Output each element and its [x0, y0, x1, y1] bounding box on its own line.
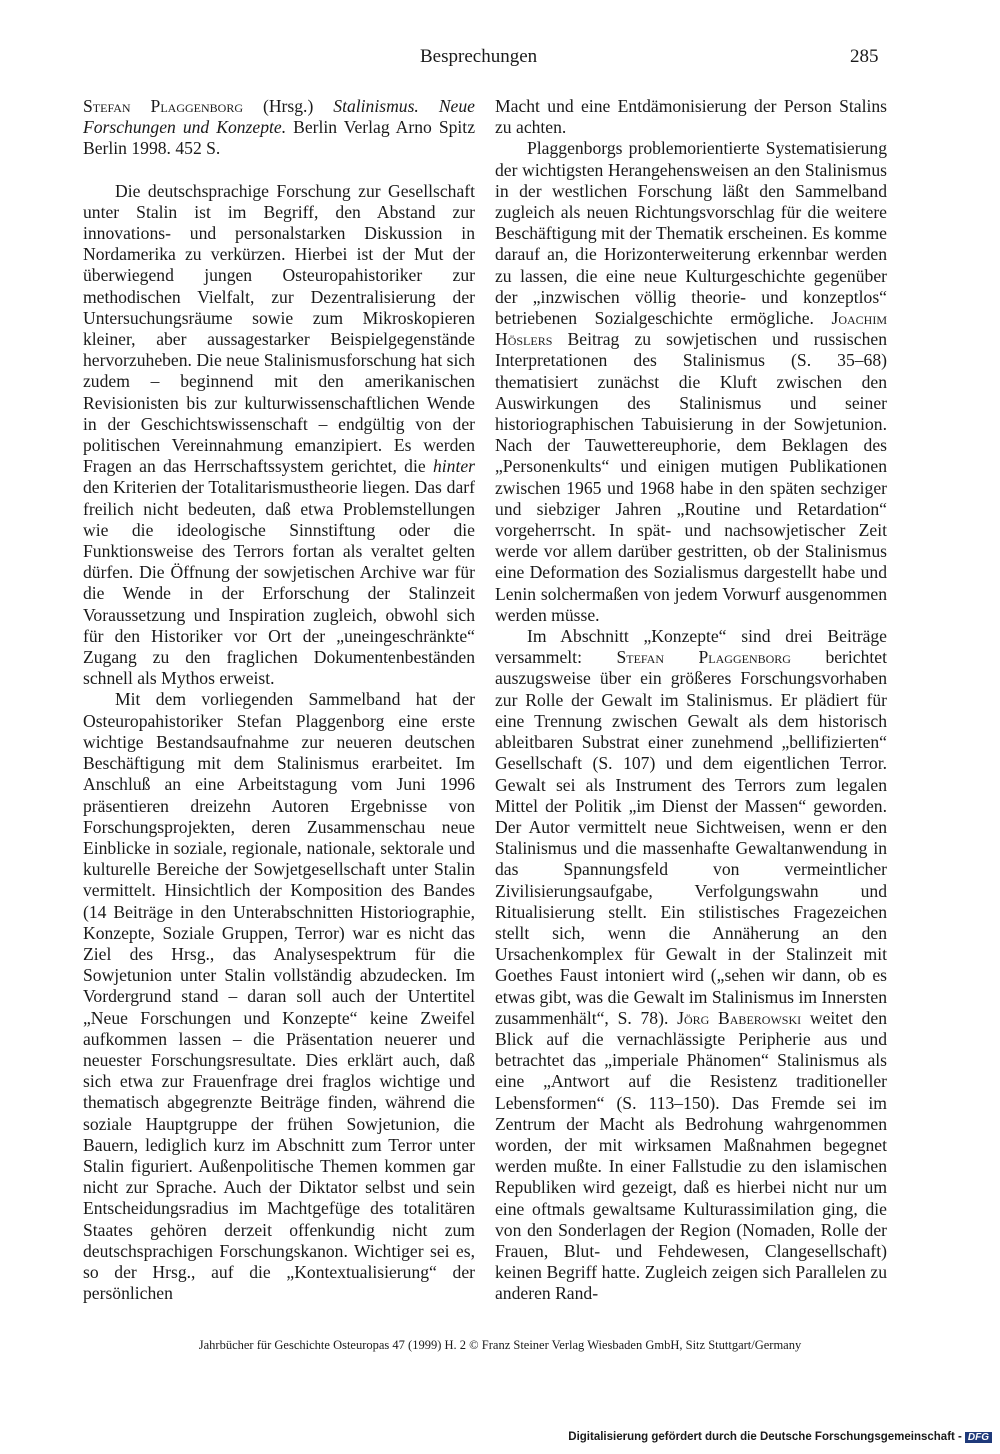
running-header: Besprechungen — [420, 46, 538, 67]
dfg-logo-icon: DFG — [965, 1432, 992, 1443]
paragraph-3: Plaggenborgs problemorientierte Systematisierung der wichtigsten Herangehensweisen an den Stalinismus in der westlichen Forschung läßt den Sammelband zugleich als neuen Richtungsvorschlag für die weitere Beschäftigung mit der Thematik erscheinen. Es komme darauf an, die Horizonterweiterung erkennbar werden zu lassen, die eine neue Kulturgeschichte gegenüber der „inzwischen völlig theorie- und konzeptlos“ betriebenen Sozialgeschichte ermögliche. Joachim Höslers Beitrag zu sowjetischen und russischen Interpretationen des Stalinismus (S. 35–68) thematisiert zunächst die Kluft zwischen den Auswirkungen des Stalinismus und seiner historiographischen Tabuisierung in der Sowjetunion. Nach der Tauwettereuphorie, dem Beklagen des „Personenkults“ und einigen mutigen Publikationen zwischen 1965 und 1968 habe in den späten sechziger und siebziger Jahren „Routine und Retardation“ vorgeherrscht. In spät- und nachsowjetischer Zeit werde vor allem darüber gestritten, ob der Stalinismus eine Deformation des Sozialismus dargestellt habe und Lenin solchermaßen von jedem Vorwurf ausgenommen werden müsse. — [495, 138, 887, 625]
right-column — [495, 96, 887, 1305]
paragraph-2: Mit dem vorliegenden Sammelband hat der Osteuropahistoriker Stefan Plaggenborg eine erste wichtige Bestandsaufnahme zur neueren deutschen Beschäftigung mit dem Stalinismus erarbeitet. Im Anschluß an eine Arbeitstagung vom Juni 1996 präsentieren dreizehn Autoren Ergebnisse von Forschungsprojekten, deren Zusammenschau neue Einblicke in soziale, regionale, nationale, sektorale und kulturelle Bereiche der Sowjetgesellschaft unter Stalin vermittelt. Hinsichtlich der Komposition des Bandes (14 Beiträge in den Unterabschnitten Historiographie, Konzepte, Soziale Gruppen, Terror) war es nicht das Ziel des Hrsg., das Analysespektrum für die Sowjetunion unter Stalin vollständig abzudecken. Im Vordergrund stand – daran soll auch der Untertitel „Neue Forschungen und Konzepte“ keine Zweifel aufkommen lassen – die Präsentation neuerer und neuester Forschungsresultate. Dies erklärt auch, daß sich etwa zur Frauenfrage drei fraglos wichtige und thematisch abgegrenzte Beiträge finden, während die soziale Hauptgruppe der frühen Sowjetunion, die Bauern, lediglich kurz im Abschnitt zum Terror unter Stalin figuriert. Außenpolitische Themen kommen gar nicht zur Sprache. Auch der Diktator selbst und sein Entscheidungsradius im Machtgefüge des totalitären Staates gehören derzeit offenkundig nicht zum deutschsprachigen Forschungskanon. Wichtiger sei es, so der Hrsg., auf die „Kontextualisierung“ der persönlichen — [83, 689, 475, 1304]
publication-info: Berlin Verlag Arno Spitz Berlin 1998. 452 S. — [83, 117, 475, 159]
page-number: 285 — [850, 46, 879, 67]
bibliographic-entry — [83, 96, 475, 160]
paragraph-1: Die deutschsprachige Forschung zur Gesellschaft unter Stalin ist im Begriff, den Abstand zur innovations- und personalstarken Diskussion in Nordamerika zu verkürzen. Hierbei ist der Mut der überwiegend jungen Osteuropahistoriker zur methodischen Vielfalt, zur Dezentralisierung der Untersuchungsräume sowie zum Mikroskopieren kleiner, aber aussagestarker Beispielgegenstände hervorzuheben. Die neue Stalinismusforschung hat sich zudem – beginnend mit den amerikanischen Revisionisten bis zur kulturwissenschaftlichen Wende in der Geschichtswissenschaft – endgültig von der politischen Vereinnahmung emanzipiert. Es werden Fragen an das Herrschaftssystem gerichtet, die hinter den Kriterien der Totalitarismustheorie liegen. Das darf freilich nicht bedeuten, daß etwa Problemstellungen wie die ideologische Sinnstiftung oder die Funktionsweise des Terrors fortan als veraltet gelten dürfen. Die Öffnung der sowjetischen Archive war für die Wende in der Erforschung der Stalinzeit Voraussetzung und Inspiration zugleich, obwohl sich für den Historiker vor Ort der „uneingeschränkte“ Zugang zu den fraglichen Dokumentenbeständen schnell als Mythos erweist. — [83, 180, 475, 689]
paragraph-2-continued: Macht und eine Entdämonisierung der Person Stalins zu achten. — [495, 96, 887, 138]
journal-footer: Jahrbücher für Geschichte Osteuropas 47 (1999) H. 2 © Franz Steiner Verlag Wiesbaden GmbH, Sitz Stuttgart/Germany — [198, 1338, 802, 1352]
author-name: Stefan Plaggenborg — [616, 647, 791, 668]
digitization-credit: Digitalisierung gefördert durch die Deutsche Forschungsgemeinschaft - DFG — [568, 1431, 992, 1443]
author-name: Jörg Baberowski — [677, 1007, 802, 1028]
book-title: Stalinismus. Neue Forschungen und Konzepte. — [83, 96, 475, 138]
editor-note: (Hrsg.) — [262, 96, 314, 116]
left-column — [83, 96, 475, 1304]
paragraph-4: Im Abschnitt „Konzepte“ sind drei Beiträge versammelt: Stefan Plaggenborg berichtet auszugsweise über ein größeres Forschungsvorhaben zur Rolle der Gewalt im Stalinismus. Er plädiert für eine Trennung zwischen Gewalt als dem historisch ableitbaren Substrat einer zunehmend „bellifizierten“ Gesellschaft (S. 107) und dem eigentlichen Terror. Gewalt sei als Instrument des Terrors zum legalen Mittel der Politik „im Dienst der Massen“ geworden. Der Autor vermittelt neue Sichtweisen, wenn er den Stalinismus und die massenhafte Gewaltanwendung in das Spannungsfeld von vermeintlicher Zivilisierungsaufgabe, Verfolgungswahn und Ritualisierung stellt. Ein stilistisches Fragezeichen stellt sich, wenn die Annäherung an den Ursachenkomplex für Gewalt in der Stalinzeit mit Goethes Faust intoniert wird („sehen wir dann, ob es etwas gibt, was die Gewalt im Stalinismus im Innersten zusammenhält“, S. 78). Jörg Baberowski weitet den Blick auf die vernachlässigte Peripherie aus und betrachtet das „imperiale Phänomen“ Stalinismus als eine „Antwort auf die Resistenz traditioneller Lebensformen“ (S. 113–150). Das Fremde sei im Zentrum der Macht als Bedrohung wahrgenommen worden, der mit wirksamen Maßnahmen begegnet werden mußte. In einer Fallstudie zu den islamischen Republiken wird gezeigt, daß es hierbei nicht nur um eine oftmals gewaltsame Kulturassimilation ging, die von den Sonderlagen der Region (Nomaden, Rolle der Frauen, Blut- und Fehdewesen, Clangesellschaft) keinen Begriff hatte. Zugleich zeigen sich Parallelen zu anderen Rand- — [495, 626, 887, 1304]
reviewed-author: Stefan Plaggenborg — [83, 96, 243, 116]
author-name: Joachim Höslers — [495, 308, 887, 350]
